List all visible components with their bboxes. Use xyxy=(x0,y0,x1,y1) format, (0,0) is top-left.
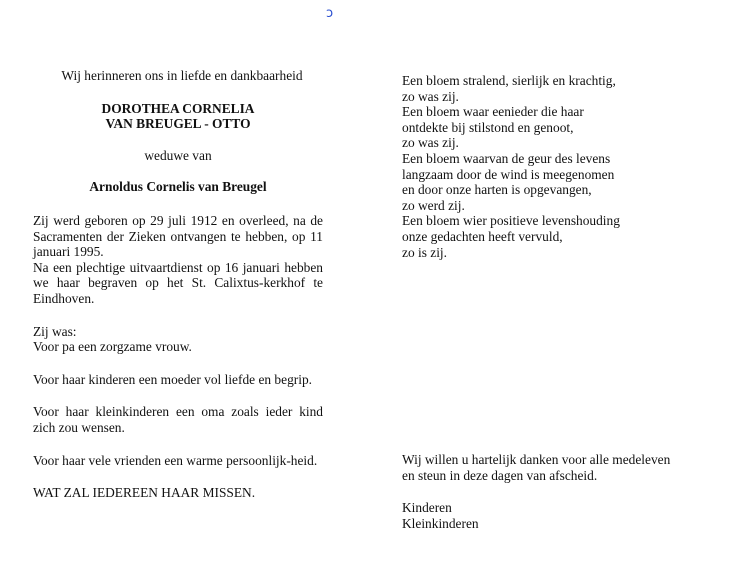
tribute-pa: Voor pa een zorgzame vrouw. xyxy=(33,339,192,355)
birth-death-paragraph: Zij werd geboren op 29 juli 1912 en overleed, na de Sacramenten der Zieken ontvangen te hebben, op 11 januari 1995. xyxy=(33,212,323,260)
thanks-line: en steun in deze dagen van afscheid. xyxy=(402,467,598,483)
widow-of-text: weduwe van xyxy=(144,147,212,163)
husband-name: Arnoldus Cornelis van Breugel xyxy=(89,179,267,195)
scan-mark: ɔ xyxy=(326,6,334,21)
poem-line: Een bloem stralend, sierlijk en krachtig, xyxy=(402,73,616,88)
intro-text: Wij herinneren ons in liefde en dankbaarheid xyxy=(61,68,303,83)
right-column xyxy=(402,73,702,532)
poem-line: Een bloem waar eenieder die haar xyxy=(402,104,584,120)
poem-line: zo was zij. xyxy=(402,135,459,151)
closing-line: WAT ZAL IEDEREEN HAAR MISSEN. xyxy=(33,485,256,501)
poem-line: zo was zij. xyxy=(402,88,459,104)
thanks-line: Wij willen u hartelijk danken voor alle medeleven xyxy=(402,452,671,468)
poem-line: zo werd zij. xyxy=(402,197,465,213)
signature-kleinkinderen: Kleinkinderen xyxy=(402,515,479,531)
deceased-name-line2: VAN BREUGEL - OTTO xyxy=(105,116,251,132)
signature-kinderen: Kinderen xyxy=(402,500,452,516)
poem-line: Een bloem waarvan de geur des levens xyxy=(402,150,611,166)
poem-line: onze gedachten heeft vervuld, xyxy=(402,228,563,244)
poem-line: ontdekte bij stilstond en genoot, xyxy=(402,119,574,135)
poem-line: en door onze harten is opgevangen, xyxy=(402,182,592,198)
poem-line: zo is zij. xyxy=(402,244,447,260)
tribute-vrienden: Voor haar vele vrienden een warme persoonlijk-heid. xyxy=(33,452,318,468)
poem-line: Een bloem wier positieve levenshouding xyxy=(402,213,620,229)
she-was-heading: Zij was: xyxy=(33,323,77,339)
left-column xyxy=(33,68,323,501)
deceased-name-line1: DOROTHEA CORNELIA xyxy=(101,100,255,116)
tribute-kinderen: Voor haar kinderen een moeder vol liefde en begrip. xyxy=(33,371,312,387)
poem-line: langzaam door de wind is meegenomen xyxy=(402,166,615,182)
funeral-paragraph: Na een plechtige uitvaartdienst op 16 januari hebben we haar begraven op het St. Calixtus-kerkhof te Eindhoven. xyxy=(33,259,323,306)
tribute-kleinkinderen: Voor haar kleinkinderen een oma zoals ieder kind zich zou wensen. xyxy=(33,404,323,435)
